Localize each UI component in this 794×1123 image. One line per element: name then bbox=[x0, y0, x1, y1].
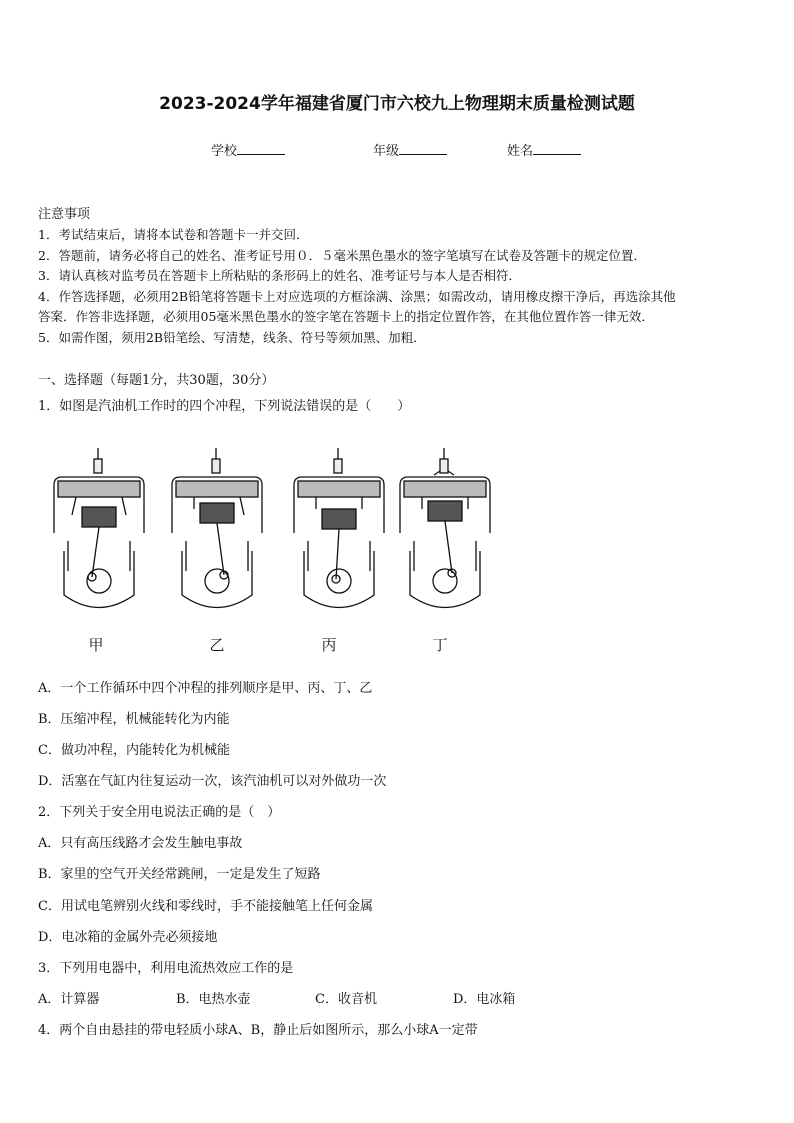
question-2-option-a: A．只有高压线路才会发生触电事故 bbox=[38, 836, 243, 851]
grade-field bbox=[373, 140, 447, 159]
name-label: 姓名 bbox=[507, 144, 534, 159]
question-2-option-c: C．用试电笔辨别火线和零线时，手不能接触笔上任何金属 bbox=[38, 899, 373, 914]
engine-stroke-figure-ding bbox=[398, 445, 492, 617]
notice-item: 1．考试结束后，请将本试卷和答题卡一并交回． bbox=[38, 227, 309, 242]
school-field bbox=[211, 140, 285, 159]
question-1-option-a: A．一个工作循环中四个冲程的排列顺序是甲、丙、丁、乙 bbox=[38, 681, 373, 696]
notice-item: 3．请认真核对监考员在答题卡上所粘贴的条形码上的姓名、准考证号与本人是否相符． bbox=[38, 268, 521, 283]
question-3-option-c: C．收音机 bbox=[315, 992, 377, 1007]
question-2-option-b: B．家里的空气开关经常跳闸，一定是发生了短路 bbox=[38, 867, 321, 882]
notice-heading: 注意事项 bbox=[38, 207, 91, 222]
name-field bbox=[507, 140, 581, 159]
question-1-stem: 1．如图是汽油机工作时的四个冲程，下列说法错误的是（ ） bbox=[38, 399, 411, 414]
question-3-stem: 3．下列用电器中，利用电流热效应工作的是 bbox=[38, 961, 294, 976]
notice-item: 4．作答选择题，必须用2B铅笔将答题卡上对应选项的方框涂满、涂黑；如需改动，请用橡皮擦干净后，再选涂其他 bbox=[38, 289, 676, 304]
school-label: 学校 bbox=[211, 144, 238, 159]
figure-label-ding: 丁 bbox=[432, 636, 448, 654]
school-blank bbox=[237, 142, 285, 155]
grade-label: 年级 bbox=[373, 144, 400, 159]
engine-stroke-figure-yi bbox=[170, 445, 264, 617]
question-3-option-a: A．计算器 bbox=[38, 992, 100, 1007]
figure-label-yi: 乙 bbox=[209, 636, 225, 654]
question-1-option-c: C．做功冲程，内能转化为机械能 bbox=[38, 743, 230, 758]
figure-label-bing: 丙 bbox=[321, 636, 337, 654]
question-2-stem: 2．下列关于安全用电说法正确的是（ ） bbox=[38, 805, 281, 820]
question-2-option-d: D．电冰箱的金属外壳必须接地 bbox=[38, 930, 218, 945]
page-title: 2023-2024学年福建省厦门市六校九上物理期末质量检测试题 bbox=[159, 94, 635, 114]
figure-label-jia: 甲 bbox=[88, 636, 104, 654]
name-blank bbox=[533, 142, 581, 155]
question-1-option-b: B．压缩冲程，机械能转化为内能 bbox=[38, 712, 230, 727]
question-3-option-b: B．电热水壶 bbox=[176, 992, 251, 1007]
engine-stroke-figure-jia bbox=[52, 445, 146, 617]
question-3-option-d: D．电冰箱 bbox=[453, 992, 516, 1007]
question-4-stem: 4．两个自由悬挂的带电轻质小球A、B，静止后如图所示，那么小球A一定带 bbox=[38, 1023, 478, 1038]
engine-stroke-figure-bing bbox=[292, 445, 386, 617]
question-1-option-d: D．活塞在气缸内往复运动一次，该汽油机可以对外做功一次 bbox=[38, 774, 387, 789]
notice-item: 答案．作答非选择题，必须用05毫米黑色墨水的签字笔在答题卡上的指定位置作答，在其他位置作答一律无效． bbox=[38, 309, 654, 324]
notice-item: 2．答题前，请务必将自己的姓名、准考证号用０．５毫米黑色墨水的签字笔填写在试卷及答题卡的规定位置． bbox=[38, 248, 646, 263]
section-heading: 一、选择题（每题1分，共30题，30分） bbox=[38, 373, 275, 388]
notice-item: 5．如需作图，须用2B铅笔绘、写清楚，线条、符号等须加黑、加粗． bbox=[38, 330, 426, 345]
grade-blank bbox=[399, 142, 447, 155]
